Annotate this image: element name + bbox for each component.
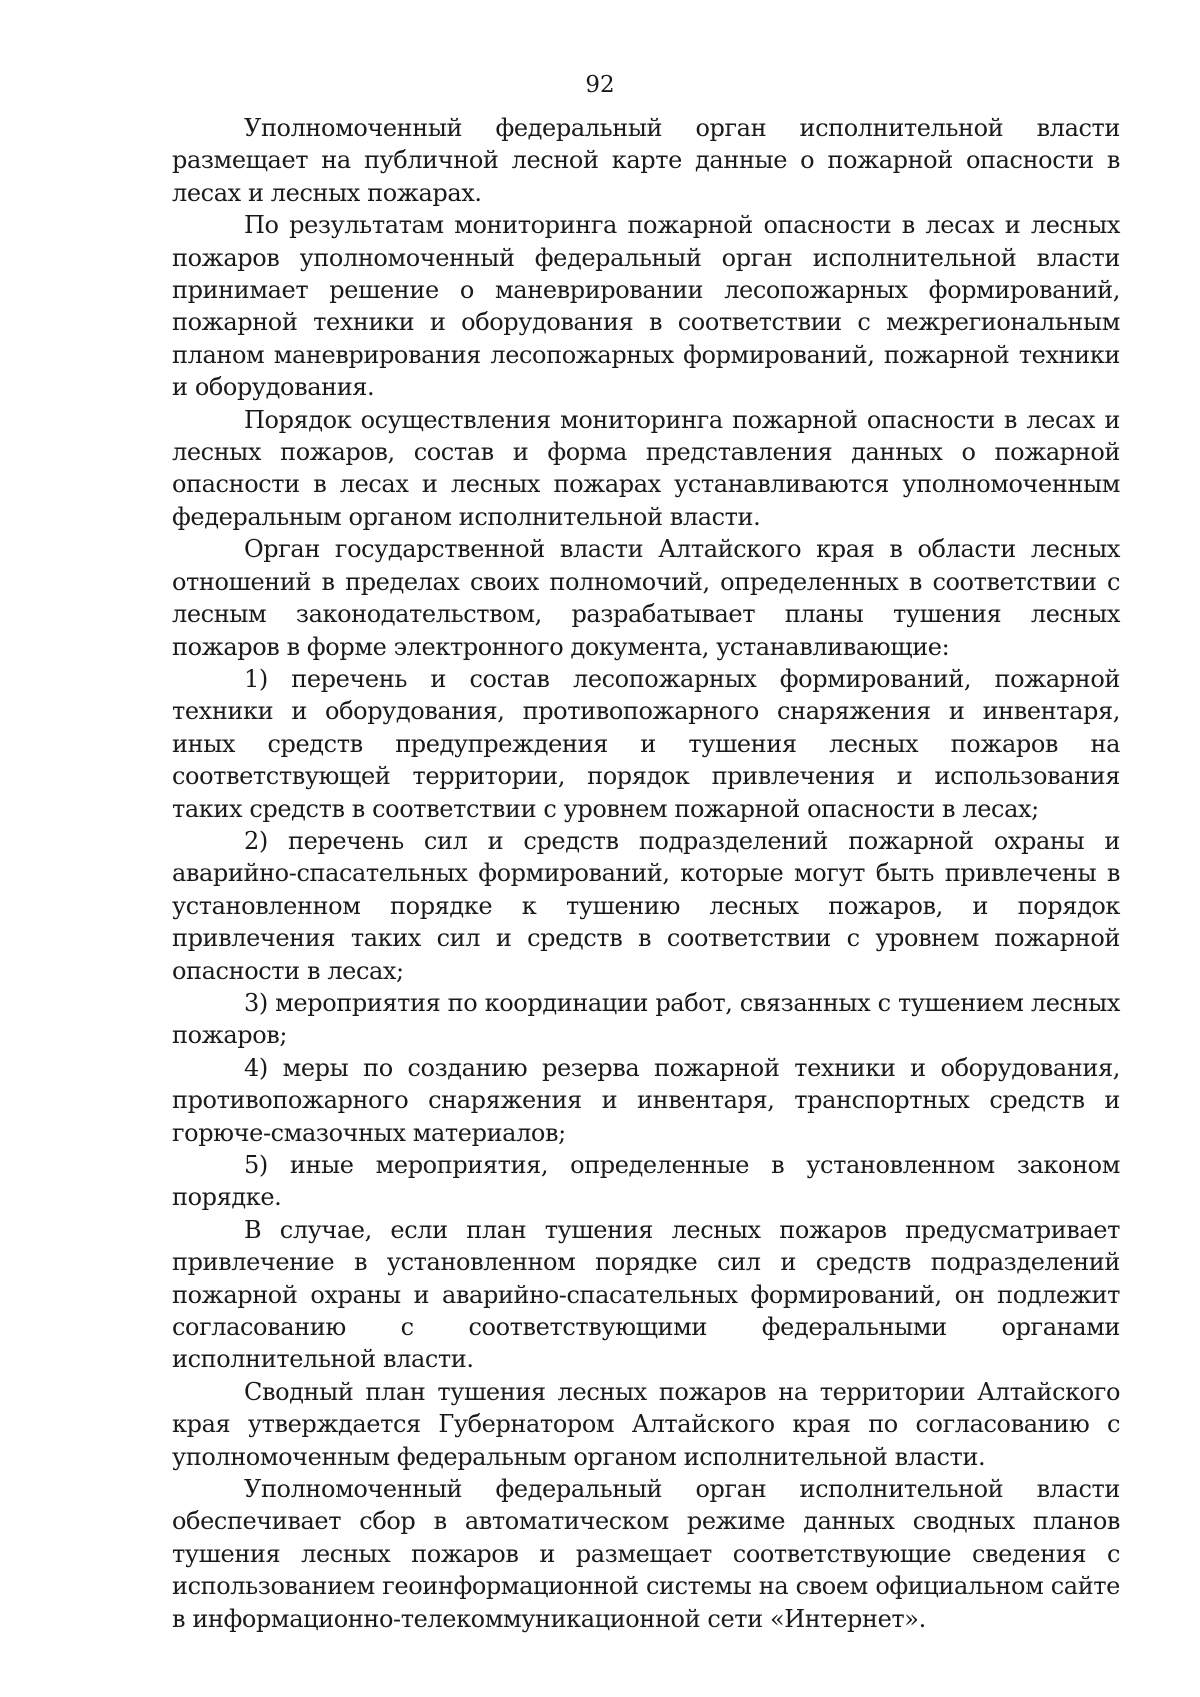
list-item-1: 1) перечень и состав лесопожарных формирований, пожарной техники и оборудования, противопожарного снаряжения и инвентаря, иных средств предупреждения и тушения лесных пожаров на соответствующей территории, порядок привлечения и использования таких средств в соответствии с уровнем пожарной опасности в лесах; — [172, 664, 1120, 823]
list-item-5: 5) иные мероприятия, определенные в установленном законом порядке. — [172, 1151, 1120, 1212]
paragraph-data-collection: Уполномоченный федеральный орган исполнительной власти обеспечивает сбор в автоматическом режиме данных сводных планов тушения лесных пожаров и размещает соответствующие сведения с использованием геоинформационной системы на своем официальном сайте в информационно-телекоммуникационной сети «Интернет». — [172, 1475, 1120, 1633]
paragraph-map-publication: Уполномоченный федеральный орган исполнительной власти размещает на публичной лесной карте данные о пожарной опасности в лесах и лесных пожарах. — [172, 114, 1120, 207]
paragraph-fire-plans-intro: Орган государственной власти Алтайского края в области лесных отношений в пределах своих полномочий, определенных в соответствии с лесным законодательством, разрабатывает планы тушения лесных пожаров в форме электронного документа, устанавливающие: — [172, 535, 1120, 661]
document-body — [172, 112, 1120, 1635]
paragraph-consolidated-plan: Сводный план тушения лесных пожаров на территории Алтайского края утверждается Губернатором Алтайского края по согласованию с уполномоченным федеральным органом исполнительной власти. — [172, 1377, 1120, 1471]
paragraph-monitoring-procedure: Порядок осуществления мониторинга пожарной опасности в лесах и лесных пожаров, состав и форма представления данных о пожарной опасности в лесах и лесных пожарах устанавливаются уполномоченным федеральным органом исполнительной власти. — [172, 405, 1120, 531]
paragraph-plan-approval-condition: В случае, если план тушения лесных пожаров предусматривает привлечение в установленном порядке сил и средств подразделений пожарной охраны и аварийно-спасательных формирований, он подлежит согласованию с соответствующими федеральными органами исполнительной власти. — [172, 1215, 1120, 1374]
list-item-2: 2) перечень сил и средств подразделений пожарной охраны и аварийно-спасательных формирований, которые могут быть привлечены в установленном порядке к тушению лесных пожаров, и порядок привлечения таких сил и средств в соответствии с уровнем пожарной опасности в лесах; — [172, 826, 1120, 985]
paragraph-maneuvering-decision: По результатам мониторинга пожарной опасности в лесах и лесных пожаров уполномоченный федеральный орган исполнительной власти принимает решение о маневрировании лесопожарных формирований, пожарной техники и оборудования в соответствии с межрегиональным планом маневрирования лесопожарных формирований, пожарной техники и оборудования. — [172, 211, 1120, 402]
page-number: 92 — [585, 72, 615, 98]
list-item-4: 4) меры по созданию резерва пожарной техники и оборудования, противопожарного снаряжения и инвентаря, транспортных средств и горюче-смазочных материалов; — [172, 1053, 1120, 1147]
list-item-3: 3) мероприятия по координации работ, связанных с тушением лесных пожаров; — [172, 988, 1120, 1050]
